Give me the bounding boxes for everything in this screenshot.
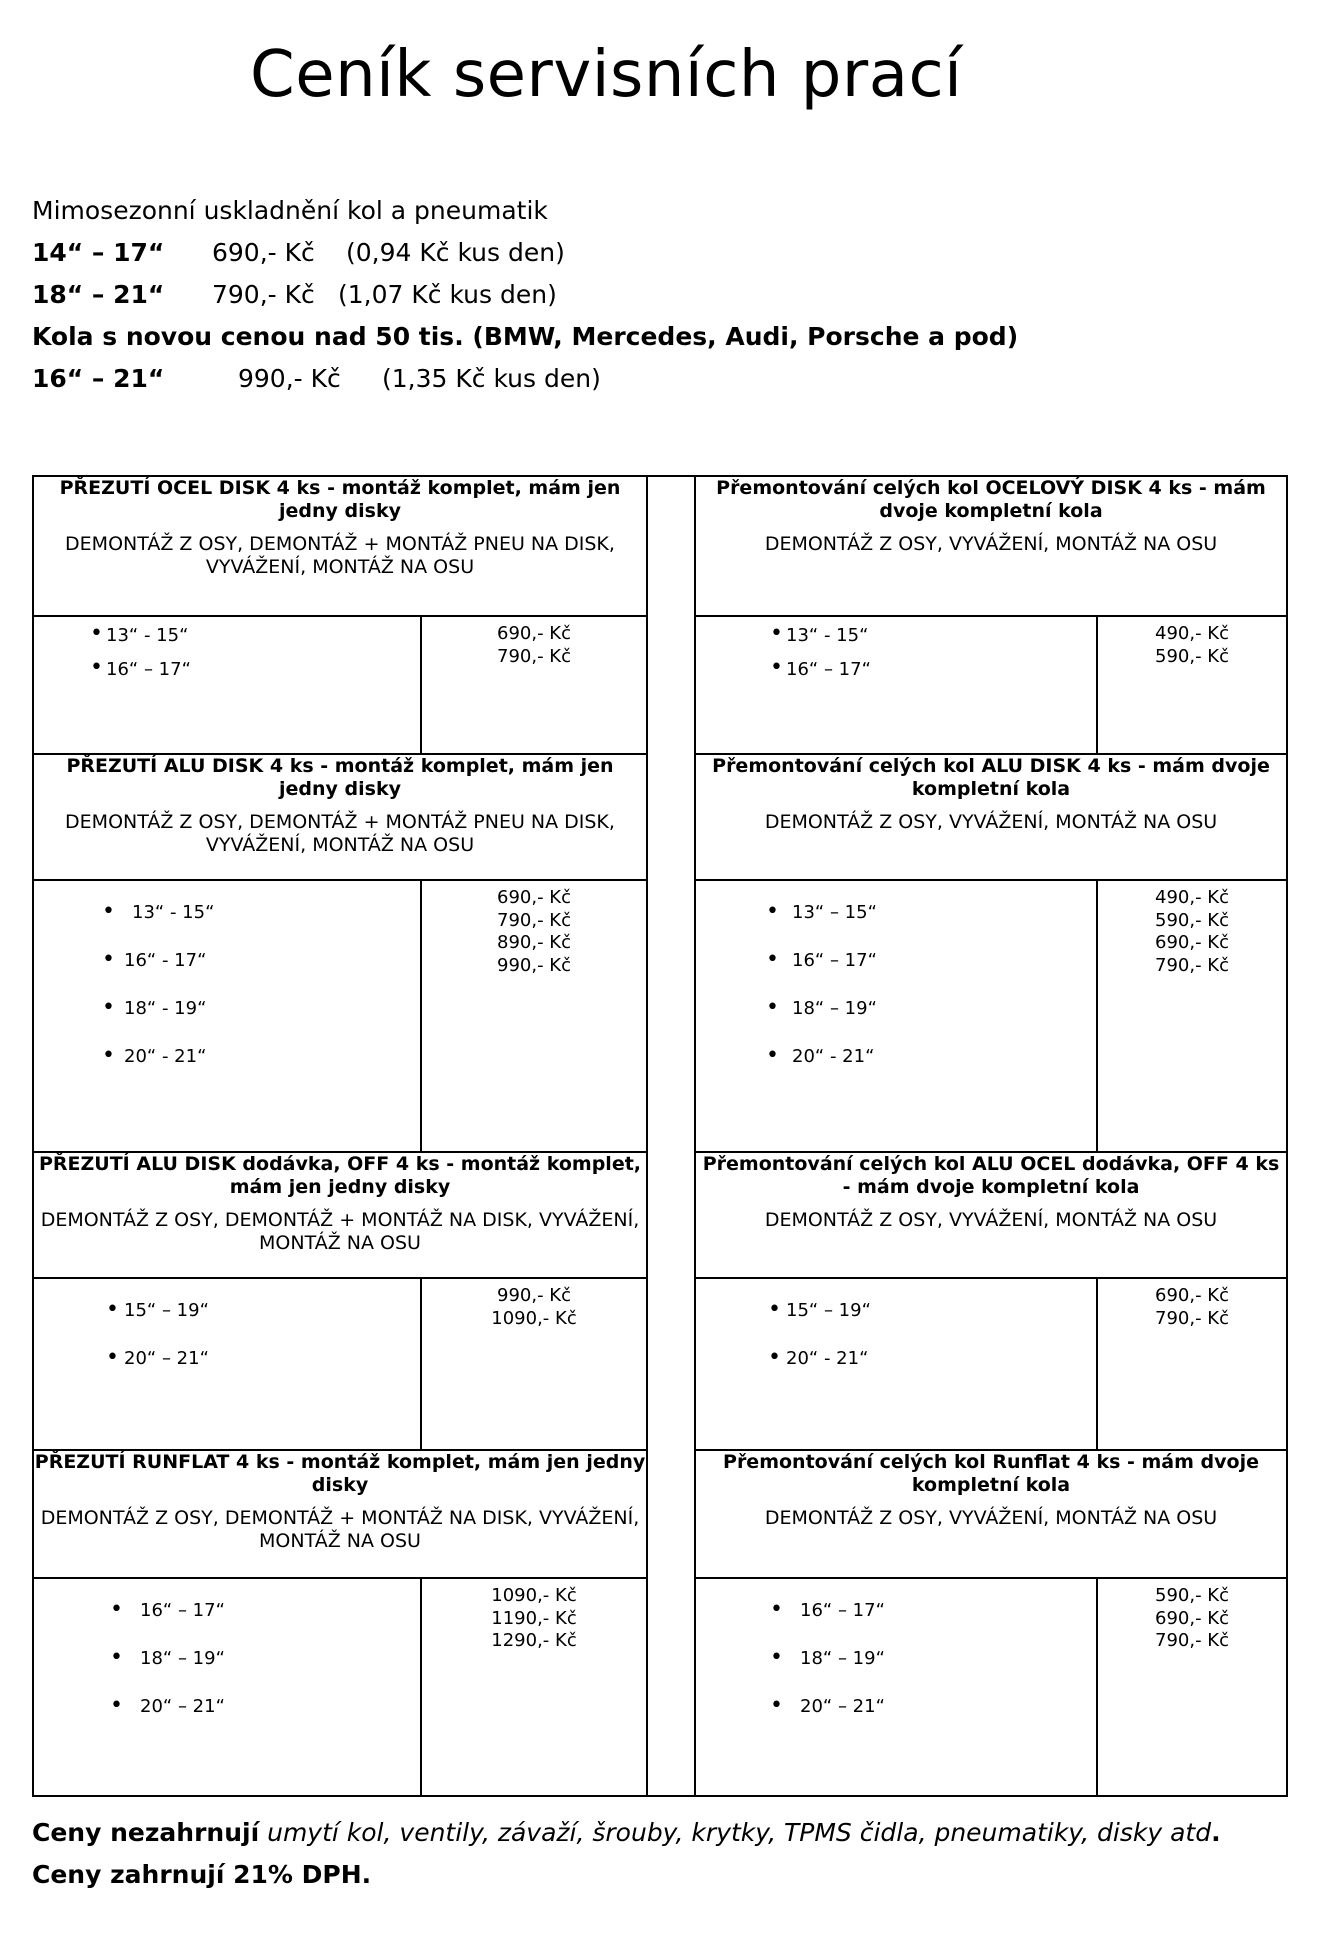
- price-value: 790,- Kč: [497, 645, 571, 667]
- section-description: DEMONTÁŽ Z OSY, DEMONTÁŽ + MONTÁŽ PNEU NA DISK, VYVÁŽENÍ, MONTÁŽ NA OSU: [65, 533, 615, 578]
- footer-exclusions-end: .: [1211, 1818, 1221, 1847]
- size-label: 13“ - 15“: [786, 625, 869, 646]
- section-header-left: [33, 1152, 647, 1278]
- section-title: Přemontování celých kol ALU DISK 4 ks - mám dvoje kompletní kola: [712, 755, 1270, 800]
- size-label: 18“ – 19“: [140, 1648, 225, 1669]
- section-header-left: [33, 1450, 647, 1578]
- sizes-cell: [33, 1578, 421, 1796]
- prices-cell: [1097, 1278, 1287, 1450]
- list-item: • 18“ – 19“: [766, 995, 877, 1020]
- size-label: 20“ - 21“: [124, 1046, 207, 1067]
- section-header-left: [33, 754, 647, 880]
- size-label: 20“ - 21“: [786, 1348, 869, 1369]
- list-item: • 18“ – 19“: [110, 1645, 225, 1670]
- storage-heading: Mimosezonní uskladnění kol a pneumatik: [32, 196, 548, 225]
- price-value: 990,- Kč: [497, 1285, 571, 1306]
- section-description: DEMONTÁŽ Z OSY, DEMONTÁŽ + MONTÁŽ NA DISK, VYVÁŽENÍ, MONTÁŽ NA OSU: [40, 1507, 640, 1552]
- section-title: Přemontování celých kol Runflat 4 ks - mám dvoje kompletní kola: [723, 1451, 1259, 1496]
- section-title: PŘEZUTÍ RUNFLAT 4 ks - montáž komplet, mám jen jedny disky: [34, 1451, 646, 1496]
- size-label: 16“ – 17“: [140, 1600, 225, 1621]
- storage-price: 990,- Kč: [238, 364, 341, 393]
- list-item: • 13“ - 15“: [90, 621, 189, 646]
- size-label: 16“ – 17“: [800, 1600, 885, 1621]
- size-label: 18“ - 19“: [124, 998, 207, 1019]
- section-header-right: [695, 1450, 1287, 1578]
- price-value: 1090,- Kč: [491, 1585, 577, 1606]
- sizes-cell: [33, 1278, 421, 1450]
- prices-cell: [421, 1578, 647, 1796]
- size-label: 20“ – 21“: [124, 1348, 209, 1369]
- size-label: 16“ - 17“: [124, 950, 207, 971]
- section-description: DEMONTÁŽ Z OSY, DEMONTÁŽ + MONTÁŽ NA DISK, VYVÁŽENÍ, MONTÁŽ NA OSU: [40, 1209, 640, 1254]
- list-item: • 15“ – 19“: [768, 1297, 871, 1322]
- list-item: • 20“ – 21“: [110, 1693, 225, 1718]
- list-item: • 20“ - 21“: [768, 1345, 869, 1370]
- section-title: Přemontování celých kol OCELOVÝ DISK 4 ks - mám dvoje kompletní kola: [716, 477, 1266, 522]
- list-item: • 20“ – 21“: [106, 1345, 209, 1370]
- section-title: PŘEZUTÍ ALU DISK 4 ks - montáž komplet, mám jen jedny disky: [66, 755, 614, 800]
- storage-row: [32, 232, 1292, 274]
- section-header-right: [695, 476, 1287, 616]
- storage-note: (1,35 Kč kus den): [382, 364, 601, 393]
- section-description: DEMONTÁŽ Z OSY, VYVÁŽENÍ, MONTÁŽ NA OSU: [764, 533, 1218, 555]
- sizes-cell: [695, 880, 1097, 1152]
- sizes-cell: [33, 616, 421, 754]
- prices-cell: [421, 616, 647, 754]
- list-item: • 16“ - 17“: [102, 947, 207, 972]
- section-description: DEMONTÁŽ Z OSY, VYVÁŽENÍ, MONTÁŽ NA OSU: [764, 1209, 1218, 1231]
- list-item: • 20“ - 21“: [766, 1043, 875, 1068]
- sizes-cell: [695, 1578, 1097, 1796]
- size-label: 16“ – 17“: [792, 950, 877, 971]
- price-value: 890,- Kč: [497, 932, 571, 953]
- size-label: 16“ – 17“: [786, 659, 871, 680]
- storage-size: 14“ – 17“: [32, 238, 165, 267]
- list-item: • 20“ – 21“: [770, 1693, 885, 1718]
- section-header-right: [695, 754, 1287, 880]
- page-title: Ceník servisních prací: [250, 38, 963, 112]
- footer: [32, 1812, 1221, 1896]
- list-item: • 16“ – 17“: [770, 655, 871, 680]
- storage-row: [32, 358, 1292, 400]
- price-value: 490,- Kč: [1155, 887, 1229, 908]
- prices-cell: [421, 1278, 647, 1450]
- storage-premium-heading: Kola s novou cenou nad 50 tis. (BMW, Mercedes, Audi, Porsche a pod): [32, 322, 1019, 351]
- list-item: • 13“ – 15“: [766, 899, 877, 924]
- column-separator: [647, 476, 695, 1796]
- size-label: 20“ – 21“: [800, 1696, 885, 1717]
- size-label: 18“ – 19“: [792, 998, 877, 1019]
- section-title: PŘEZUTÍ ALU DISK dodávka, OFF 4 ks - montáž komplet, mám jen jedny disky: [38, 1153, 642, 1198]
- size-label: 20“ - 21“: [792, 1046, 875, 1067]
- price-value: 690,- Kč: [497, 623, 571, 644]
- footer-exclusions: [32, 1812, 1221, 1854]
- size-label: 13“ - 15“: [106, 625, 189, 646]
- size-label: 13“ - 15“: [132, 902, 215, 923]
- section-title: Přemontování celých kol ALU OCEL dodávka, OFF 4 ks - mám dvoje kompletní kola: [702, 1153, 1280, 1198]
- footer-exclusions-label: Ceny nezahrnují: [32, 1818, 260, 1847]
- price-value: 790,- Kč: [1155, 954, 1229, 976]
- sizes-cell: [695, 616, 1097, 754]
- section-header-right: [695, 1152, 1287, 1278]
- prices-cell: [1097, 616, 1287, 754]
- list-item: • 18“ - 19“: [102, 995, 207, 1020]
- section-header-left: [33, 476, 647, 616]
- list-item: • 13“ - 15“: [102, 899, 215, 924]
- price-value: 590,- Kč: [1155, 1585, 1229, 1606]
- list-item: • 18“ – 19“: [770, 1645, 885, 1670]
- price-value: 690,- Kč: [497, 887, 571, 908]
- size-label: 20“ – 21“: [140, 1696, 225, 1717]
- size-label: 15“ – 19“: [124, 1300, 209, 1321]
- sizes-cell: [33, 880, 421, 1152]
- size-label: 13“ – 15“: [792, 902, 877, 923]
- storage-size: 16“ – 21“: [32, 364, 165, 393]
- storage-note: (1,07 Kč kus den): [338, 280, 557, 309]
- price-value: 790,- Kč: [497, 909, 571, 931]
- price-value: 590,- Kč: [1155, 909, 1229, 931]
- list-item: • 16“ – 17“: [110, 1597, 225, 1622]
- price-table: [32, 475, 1288, 1797]
- storage-price: 790,- Kč: [212, 280, 315, 309]
- list-item: • 16“ – 17“: [770, 1597, 885, 1622]
- section-description: DEMONTÁŽ Z OSY, DEMONTÁŽ + MONTÁŽ PNEU NA DISK, VYVÁŽENÍ, MONTÁŽ NA OSU: [65, 811, 615, 856]
- price-value: 490,- Kč: [1155, 623, 1229, 644]
- list-item: • 16“ – 17“: [766, 947, 877, 972]
- prices-cell: [1097, 1578, 1287, 1796]
- list-item: • 20“ - 21“: [102, 1043, 207, 1068]
- price-value: 1090,- Kč: [491, 1307, 577, 1329]
- storage-section: [32, 190, 1292, 400]
- list-item: • 15“ – 19“: [106, 1297, 209, 1322]
- price-value: 590,- Kč: [1155, 645, 1229, 667]
- size-label: 15“ – 19“: [786, 1300, 871, 1321]
- section-description: DEMONTÁŽ Z OSY, VYVÁŽENÍ, MONTÁŽ NA OSU: [764, 811, 1218, 833]
- section-title: PŘEZUTÍ OCEL DISK 4 ks - montáž komplet, mám jen jedny disky: [59, 477, 621, 522]
- storage-price: 690,- Kč: [212, 238, 315, 267]
- footer-vat-note: Ceny zahrnují 21% DPH.: [32, 1860, 372, 1889]
- sizes-cell: [695, 1278, 1097, 1450]
- size-label: 18“ – 19“: [800, 1648, 885, 1669]
- prices-cell: [421, 880, 647, 1152]
- price-value: 690,- Kč: [1155, 932, 1229, 953]
- price-value: 990,- Kč: [497, 954, 571, 976]
- list-item: • 16“ – 17“: [90, 655, 191, 680]
- section-description: DEMONTÁŽ Z OSY, VYVÁŽENÍ, MONTÁŽ NA OSU: [764, 1507, 1218, 1529]
- storage-note: (0,94 Kč kus den): [346, 238, 565, 267]
- price-value: 1290,- Kč: [491, 1630, 577, 1651]
- footer-exclusions-list: umytí kol, ventily, závaží, šrouby, krytky, TPMS čidla, pneumatiky, disky atd: [267, 1818, 1212, 1847]
- size-label: 16“ – 17“: [106, 659, 191, 680]
- price-value: 1190,- Kč: [491, 1607, 577, 1629]
- price-value: 690,- Kč: [1155, 1285, 1229, 1306]
- price-value: 790,- Kč: [1155, 1630, 1229, 1651]
- list-item: • 13“ - 15“: [770, 621, 869, 646]
- storage-size: 18“ – 21“: [32, 280, 165, 309]
- storage-row: [32, 274, 1292, 316]
- price-value: 690,- Kč: [1155, 1607, 1229, 1629]
- price-value: 790,- Kč: [1155, 1307, 1229, 1329]
- prices-cell: [1097, 880, 1287, 1152]
